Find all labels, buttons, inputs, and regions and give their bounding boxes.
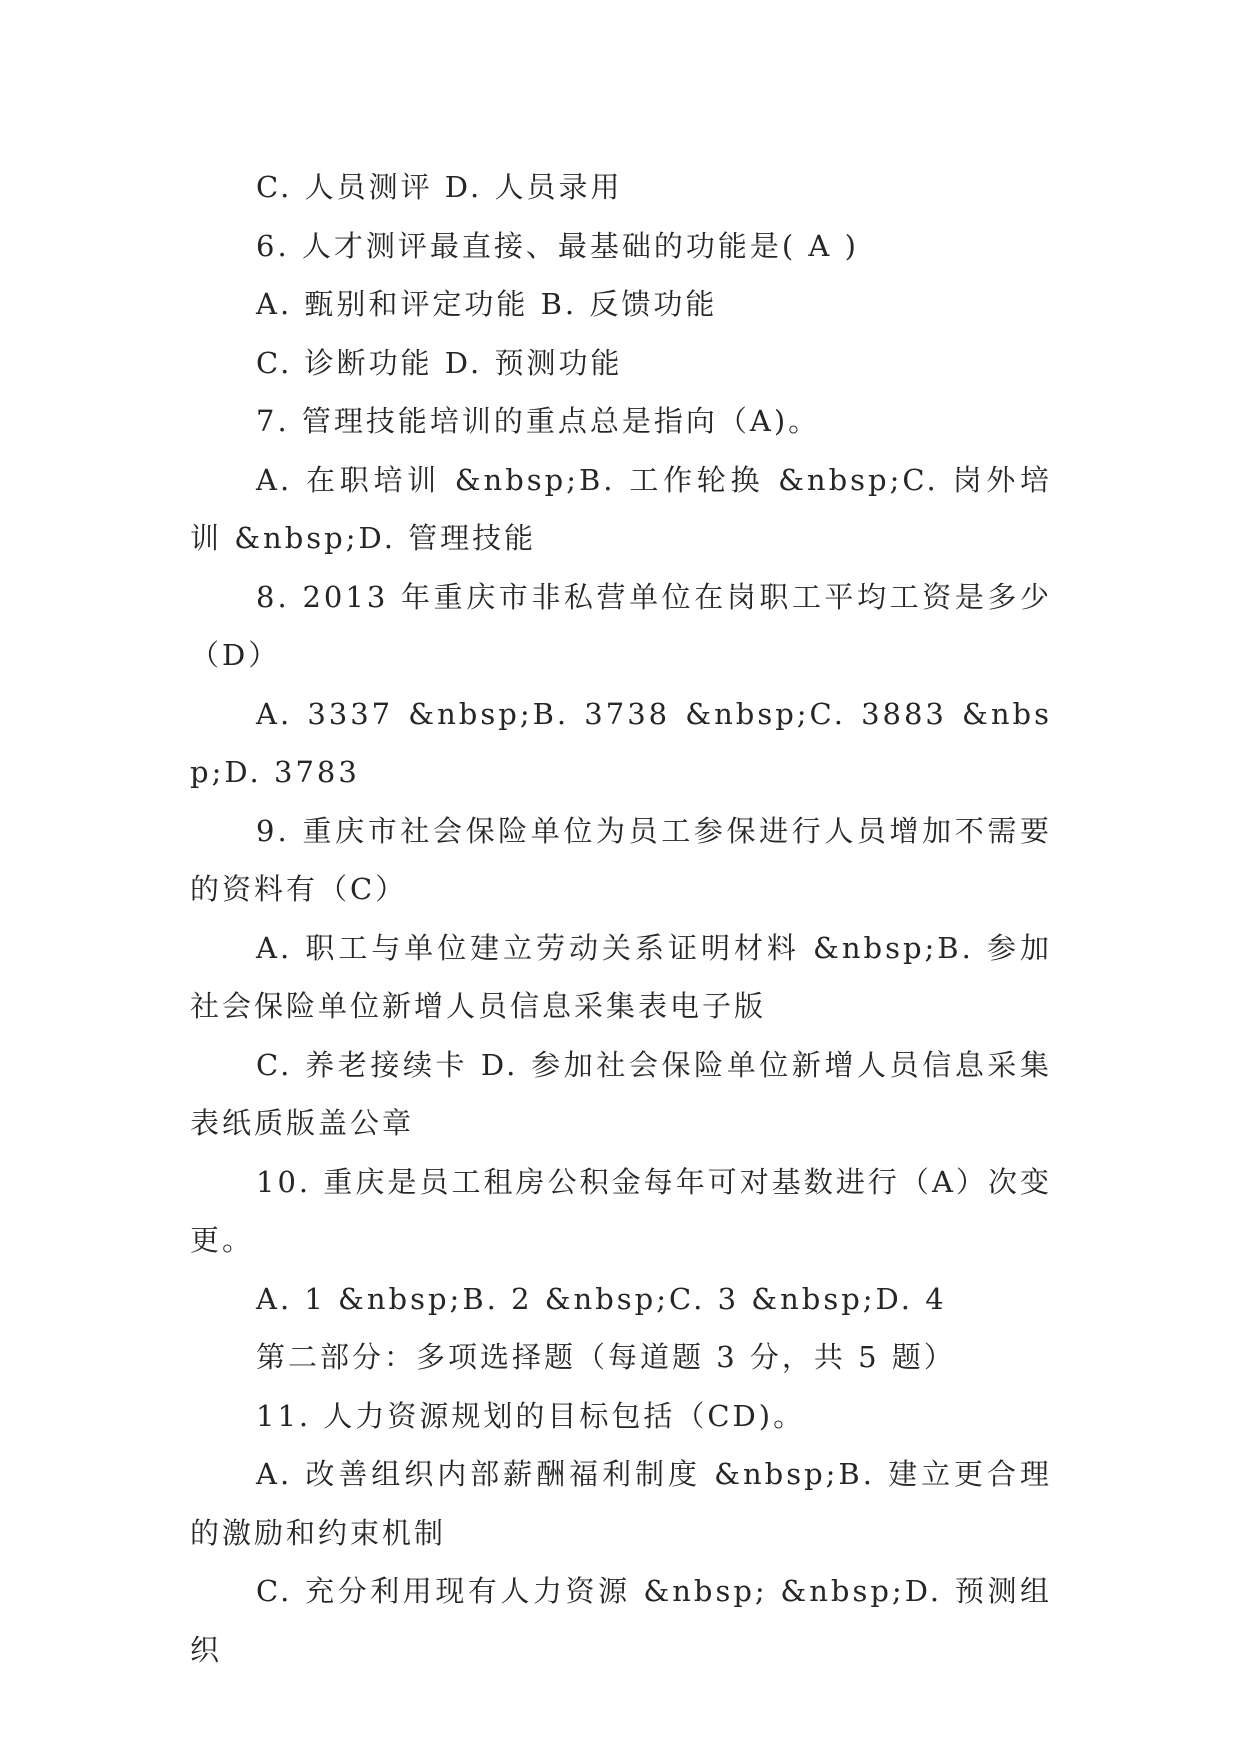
- section-heading-part-2: 第二部分：多项选择题（每道题 3 分，共 5 题）: [256, 1340, 956, 1374]
- paragraph-option-11ab: A. 改善组织内部薪酬福利制度 &nbsp;B. 建立更合理的激励和约束机制: [190, 1457, 1052, 1550]
- paragraph-option-6cd: C. 诊断功能 D. 预测功能: [256, 345, 623, 380]
- paragraph-question-7: 7. 管理技能培训的重点总是指向（A)。: [256, 404, 821, 438]
- paragraph-options-10: A. 1 &nbsp;B. 2 &nbsp;C. 3 &nbsp;D. 4: [256, 1281, 947, 1316]
- paragraph-options-7: A. 在职培训 &nbsp;B. 工作轮换 &nbsp;C. 岗外培训 &nbsp;D. 管理技能: [190, 462, 1052, 555]
- paragraph-question-6: 6. 人才测评最直接、最基础的功能是( A ): [256, 228, 859, 263]
- document-body: [190, 158, 1052, 1679]
- paragraph-option-5cd: C. 人员测评 D. 人员录用: [256, 170, 623, 204]
- paragraph-option-11cd: C. 充分利用现有人力资源 &nbsp; &nbsp;D. 预测组织: [190, 1574, 1052, 1667]
- paragraph-option-9ab: A. 职工与单位建立劳动关系证明材料 &nbsp;B. 参加社会保险单位新增人员信息采集表电子版: [190, 930, 1052, 1023]
- paragraph-question-10: 10. 重庆是员工租房公积金每年可对基数进行（A）次变更。: [190, 1164, 1052, 1257]
- paragraph-question-9: 9. 重庆市社会保险单位为员工参保进行人员增加不需要的资料有（C）: [190, 813, 1052, 906]
- paragraph-option-9cd: C. 养老接续卡 D. 参加社会保险单位新增人员信息采集表纸质版盖公章: [190, 1047, 1052, 1140]
- paragraph-question-8: 8. 2013 年重庆市非私营单位在岗职工平均工资是多少（D）: [190, 579, 1052, 672]
- paragraph-options-8: A. 3337 &nbsp;B. 3738 &nbsp;C. 3883 &nbsp;D. 3783: [190, 696, 1052, 789]
- paragraph-question-11: 11. 人力资源规划的目标包括（CD)。: [256, 1398, 806, 1433]
- paragraph-option-6ab: A. 甄别和评定功能 B. 反馈功能: [256, 287, 718, 321]
